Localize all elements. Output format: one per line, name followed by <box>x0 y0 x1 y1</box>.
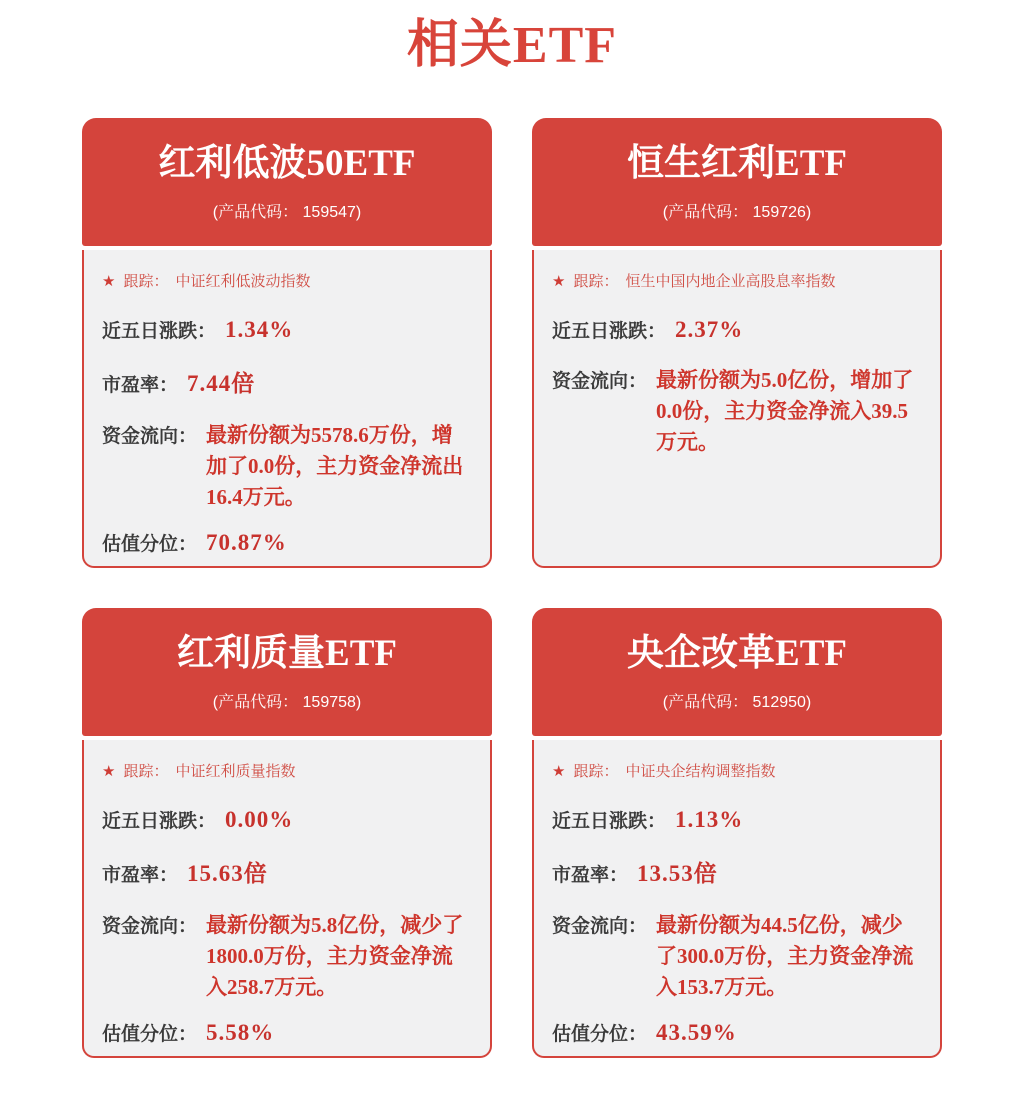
metric-value: 最新份额为44.5亿份，减少了300.0万份，主力资金净流入153.7万元。 <box>656 913 914 999</box>
metric-fund-flow <box>102 910 472 1003</box>
metric-label: 近五日涨跌： <box>102 321 217 342</box>
metric-fund-flow <box>102 420 472 513</box>
track-index-line <box>102 760 472 781</box>
metric-label: 资金流向： <box>552 916 648 937</box>
etf-name: 恒生红利ETF <box>627 143 847 184</box>
track-index-name: 恒生中国内地企业高股息率指数 <box>625 273 836 290</box>
star-icon: ★ <box>102 272 116 290</box>
metric-label: 估值分位： <box>552 1024 648 1045</box>
metric-label: 资金流向： <box>552 371 648 392</box>
metric-change5d <box>102 806 472 833</box>
track-index-line <box>102 270 472 291</box>
etf-card-yangqi-gaige <box>532 608 942 1058</box>
metric-label: 近五日涨跌： <box>552 811 667 832</box>
metric-valuation <box>552 1019 922 1046</box>
track-index-name: 中证红利低波动指数 <box>175 273 311 290</box>
track-index-line <box>552 270 922 291</box>
track-index-name: 中证央企结构调整指数 <box>625 763 776 780</box>
metric-fund-flow <box>552 365 922 458</box>
metric-label: 市盈率： <box>102 375 179 396</box>
metric-change5d <box>552 806 922 833</box>
metric-value: 15.63倍 <box>187 861 268 886</box>
metric-label: 近五日涨跌： <box>552 321 667 342</box>
metric-value: 43.59% <box>656 1020 737 1045</box>
metric-value: 1.13% <box>675 807 744 832</box>
metric-value: 最新份额为5578.6万份，增加了0.0份，主力资金净流出16.4万元。 <box>206 423 464 509</box>
track-label: 跟踪： <box>573 763 619 780</box>
etf-product-code: (产品代码： 512950) <box>662 694 812 711</box>
metric-value: 2.37% <box>675 317 744 342</box>
metric-fund-flow <box>552 910 922 1003</box>
track-index-name: 中证红利质量指数 <box>175 763 296 780</box>
metric-label: 近五日涨跌： <box>102 811 217 832</box>
card-body <box>532 740 942 1058</box>
etf-card-hongli-diebo50 <box>82 118 492 568</box>
metric-pe <box>102 365 472 398</box>
metric-change5d <box>552 316 922 343</box>
metric-value: 7.44倍 <box>187 371 256 396</box>
card-body <box>82 250 492 568</box>
metric-valuation <box>102 529 472 556</box>
track-label: 跟踪： <box>123 763 169 780</box>
etf-card-hengsheng-hongli <box>532 118 942 568</box>
etf-name: 红利低波50ETF <box>158 143 416 184</box>
card-body <box>532 250 942 568</box>
metric-pe <box>102 855 472 888</box>
metric-value: 13.53倍 <box>637 861 718 886</box>
metric-value: 1.34% <box>225 317 294 342</box>
card-body <box>82 740 492 1058</box>
card-header <box>82 118 492 246</box>
metric-change5d <box>102 316 472 343</box>
metric-value: 0.00% <box>225 807 294 832</box>
track-index-line <box>552 760 922 781</box>
metric-value: 70.87% <box>206 530 287 555</box>
track-label: 跟踪： <box>123 273 169 290</box>
etf-name: 央企改革ETF <box>627 633 847 674</box>
etf-product-code: (产品代码： 159758) <box>212 694 362 711</box>
metric-label: 估值分位： <box>102 1024 198 1045</box>
etf-name: 红利质量ETF <box>177 633 397 674</box>
metric-pe <box>552 855 922 888</box>
metric-label: 资金流向： <box>102 426 198 447</box>
metric-value: 最新份额为5.8亿份，减少了1800.0万份，主力资金净流入258.7万元。 <box>206 913 464 999</box>
metric-valuation <box>102 1019 472 1046</box>
card-header <box>532 608 942 736</box>
card-header <box>82 608 492 736</box>
etf-card-hongli-zhiliang <box>82 608 492 1058</box>
etf-product-code: (产品代码： 159547) <box>212 204 362 221</box>
metric-value: 5.58% <box>206 1020 275 1045</box>
metric-label: 估值分位： <box>102 534 198 555</box>
metric-label: 资金流向： <box>102 916 198 937</box>
star-icon: ★ <box>552 272 566 290</box>
metric-label: 市盈率： <box>102 865 179 886</box>
metric-value: 最新份额为5.0亿份，增加了0.0份，主力资金净流入39.5万元。 <box>656 368 914 454</box>
etf-cards-grid <box>0 118 1024 1058</box>
metric-label: 市盈率： <box>552 865 629 886</box>
track-label: 跟踪： <box>573 273 619 290</box>
star-icon: ★ <box>552 762 566 780</box>
page-title: 相关ETF <box>406 17 618 74</box>
card-header <box>532 118 942 246</box>
star-icon: ★ <box>102 762 116 780</box>
etf-product-code: (产品代码： 159726) <box>662 204 812 221</box>
